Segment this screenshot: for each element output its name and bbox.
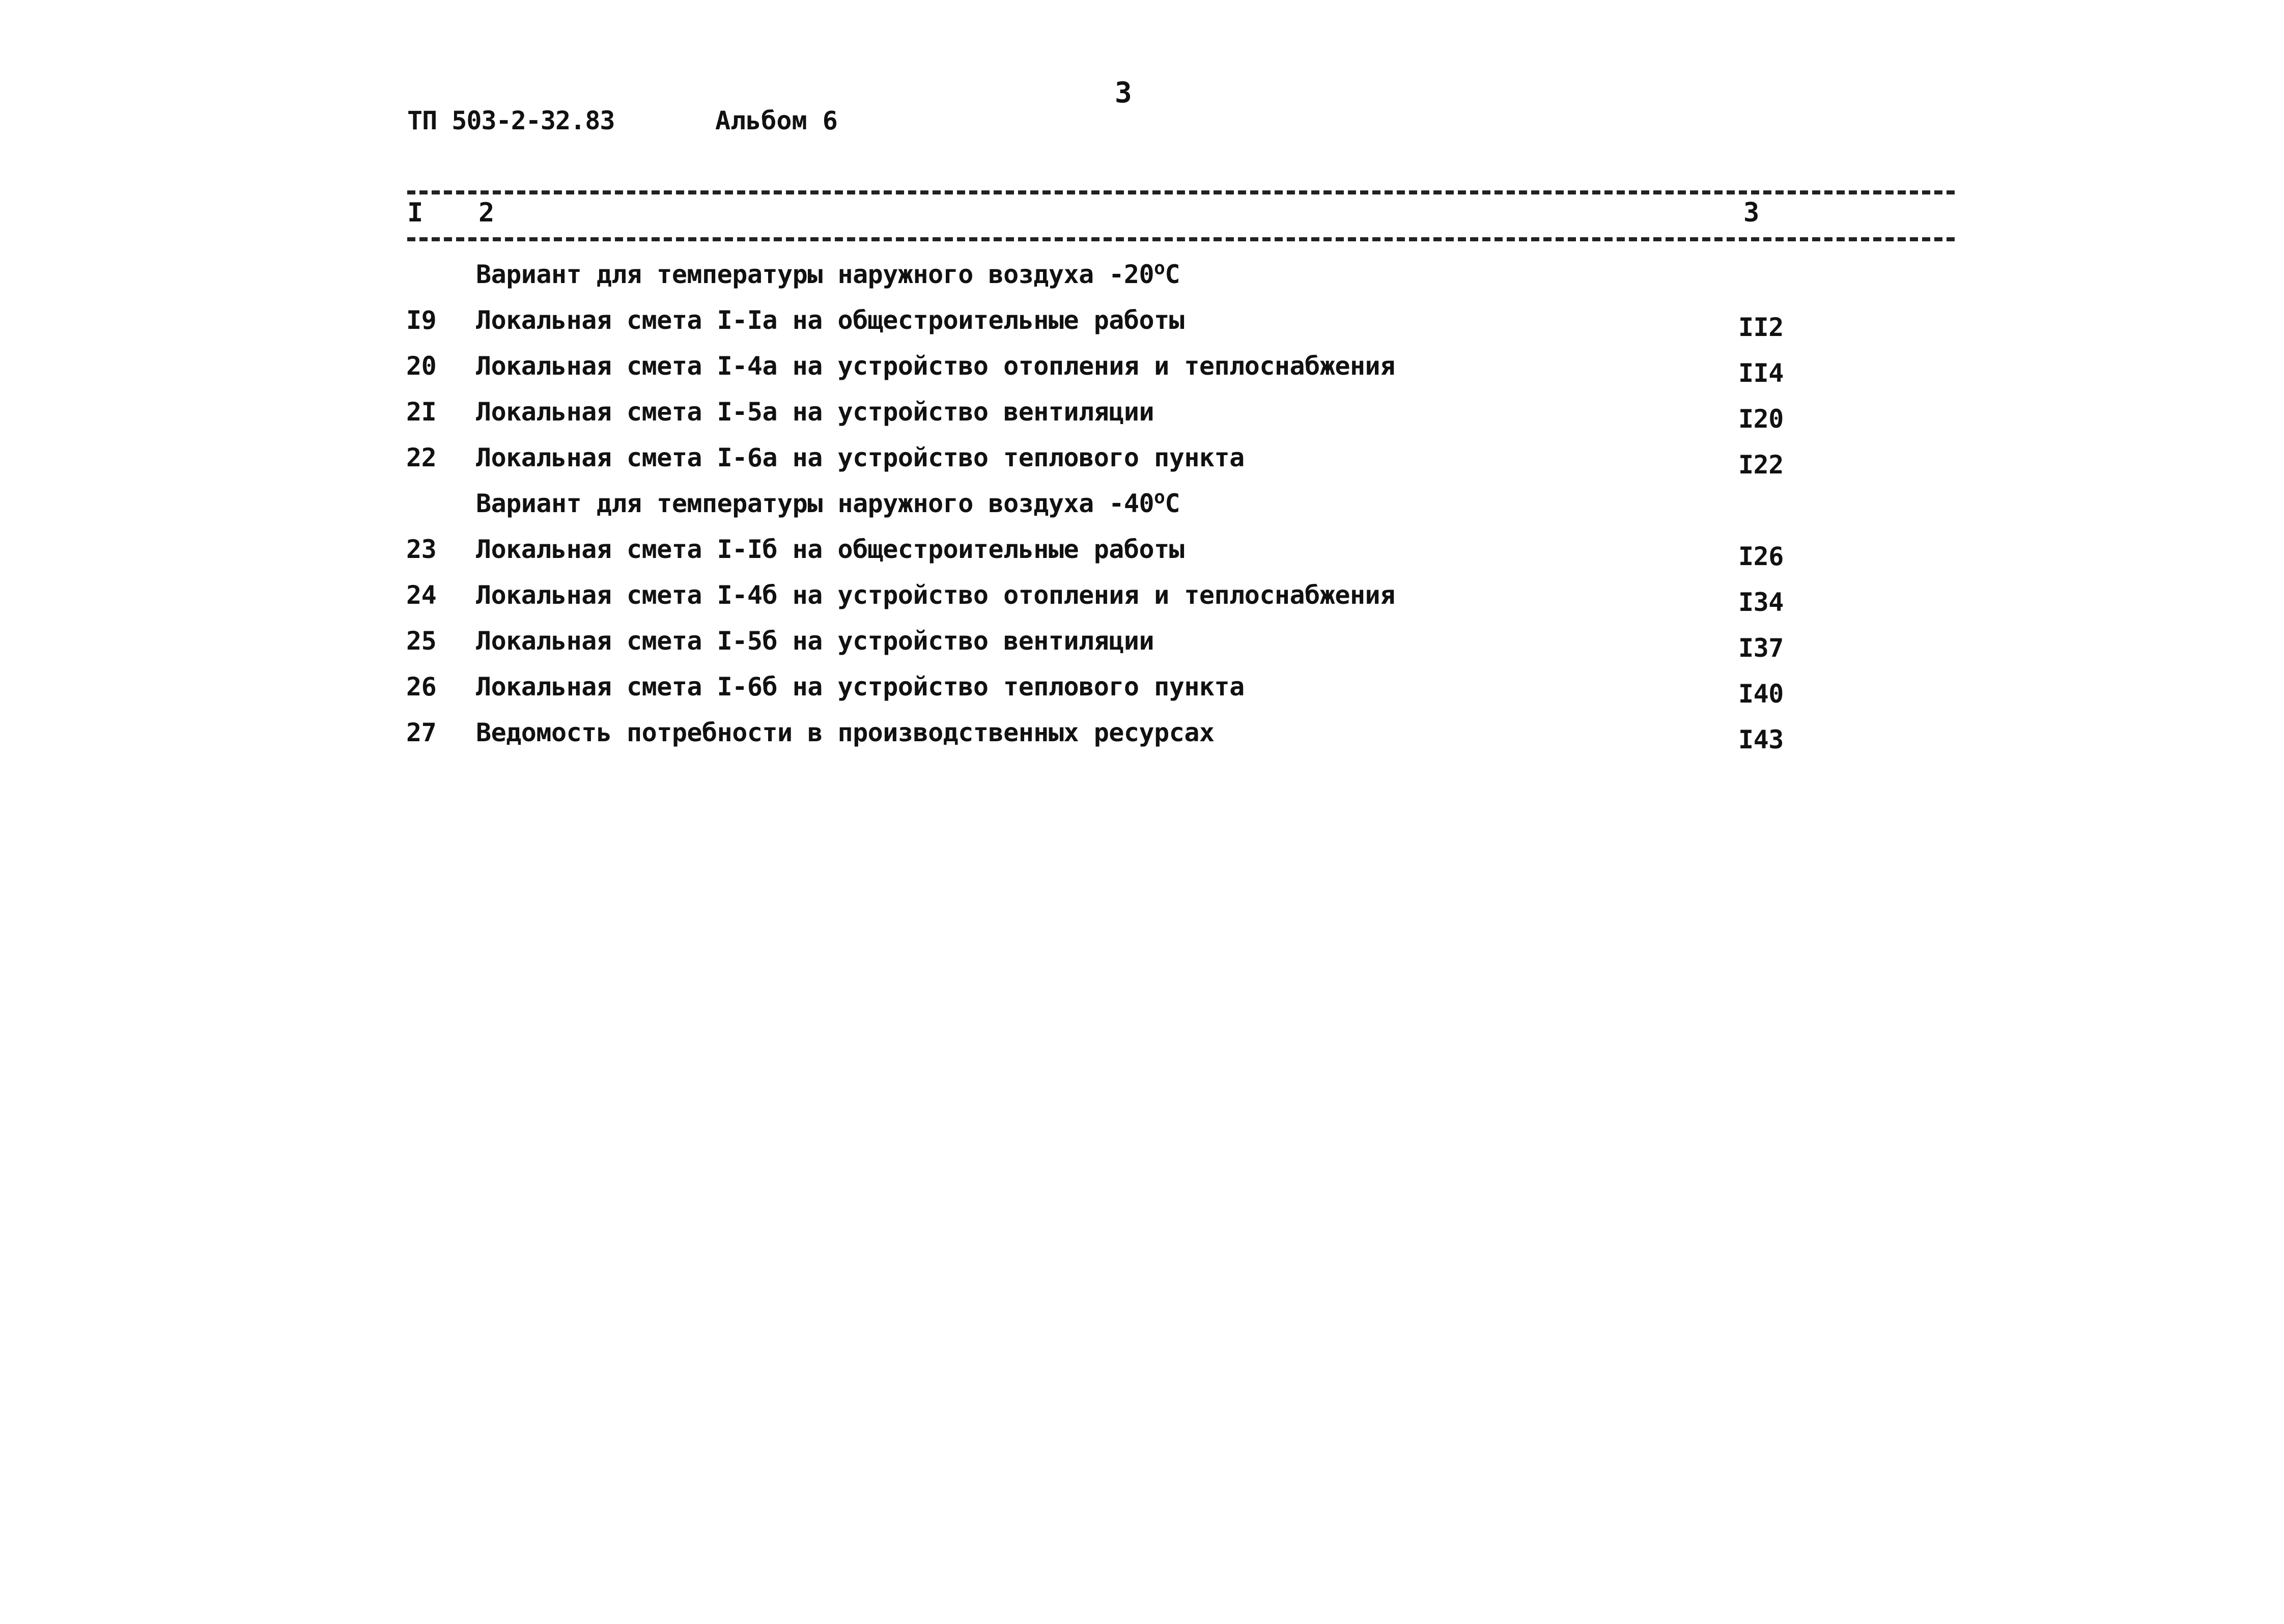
row-text: Локальная смета I-6а на устройство теплового пункта [476, 443, 1245, 472]
row-page: I22 [1738, 450, 1784, 480]
table-top-rule [407, 190, 1955, 194]
column-header-2: 2 [478, 198, 495, 228]
table-row [0, 443, 2284, 489]
table-row-section-heading [0, 260, 2284, 305]
row-number: 27 [406, 718, 437, 747]
table-row [0, 305, 2284, 351]
row-text: Локальная смета I-5а на устройство вентиляции [476, 397, 1154, 427]
column-header-1: I [407, 198, 424, 228]
row-text: Локальная смета I-5б на устройство вентиляции [476, 626, 1154, 656]
row-page: I43 [1738, 725, 1784, 754]
degree-mark: о [1154, 487, 1165, 508]
row-text: Локальная смета I-6б на устройство теплового пункта [476, 672, 1245, 702]
row-text: Локальная смета I-4а на устройство отопления и теплоснабжения [476, 351, 1395, 381]
row-text: Вариант для температуры наружного воздуха $-20^оС$ [476, 258, 1180, 289]
row-page: II2 [1738, 313, 1784, 342]
table-row [0, 672, 2284, 718]
row-number: 26 [406, 672, 437, 702]
row-page: I37 [1738, 633, 1784, 663]
table-row [0, 626, 2284, 672]
document-code: ТП 503-2-32.83 [407, 106, 615, 135]
row-page: I34 [1738, 587, 1784, 617]
table-row-section-heading [0, 489, 2284, 535]
row-text: Ведомость потребности в производственных ресурсах [476, 718, 1215, 747]
row-number: 24 [406, 580, 437, 610]
table-row [0, 535, 2284, 580]
table-body [0, 260, 2284, 764]
row-text: Локальная смета I-4б на устройство отопления и теплоснабжения [476, 580, 1395, 610]
row-page: I26 [1738, 542, 1784, 571]
album-label: Альбом 6 [715, 106, 838, 135]
column-header-3: 3 [1743, 198, 1760, 228]
table-row [0, 580, 2284, 626]
row-text: Локальная смета I-Iа на общестроительные работы [476, 305, 1185, 335]
row-number: 20 [406, 351, 437, 381]
row-text: Вариант для температуры наружного воздуха $-40^оС$ [476, 487, 1180, 518]
table-row [0, 397, 2284, 443]
row-page: II4 [1738, 358, 1784, 388]
table-header-rule [407, 237, 1955, 241]
row-page: I40 [1738, 679, 1784, 709]
row-number: 22 [406, 443, 437, 472]
page-number: 3 [1115, 76, 1132, 109]
row-text: Локальная смета I-Iб на общестроительные работы [476, 535, 1185, 564]
table-row [0, 718, 2284, 764]
row-number: 2I [406, 397, 437, 427]
row-page: I20 [1738, 404, 1784, 434]
row-number: 23 [406, 535, 437, 564]
degree-mark: о [1154, 258, 1165, 279]
table-row [0, 351, 2284, 397]
row-number: I9 [406, 305, 437, 335]
row-number: 25 [406, 626, 437, 656]
